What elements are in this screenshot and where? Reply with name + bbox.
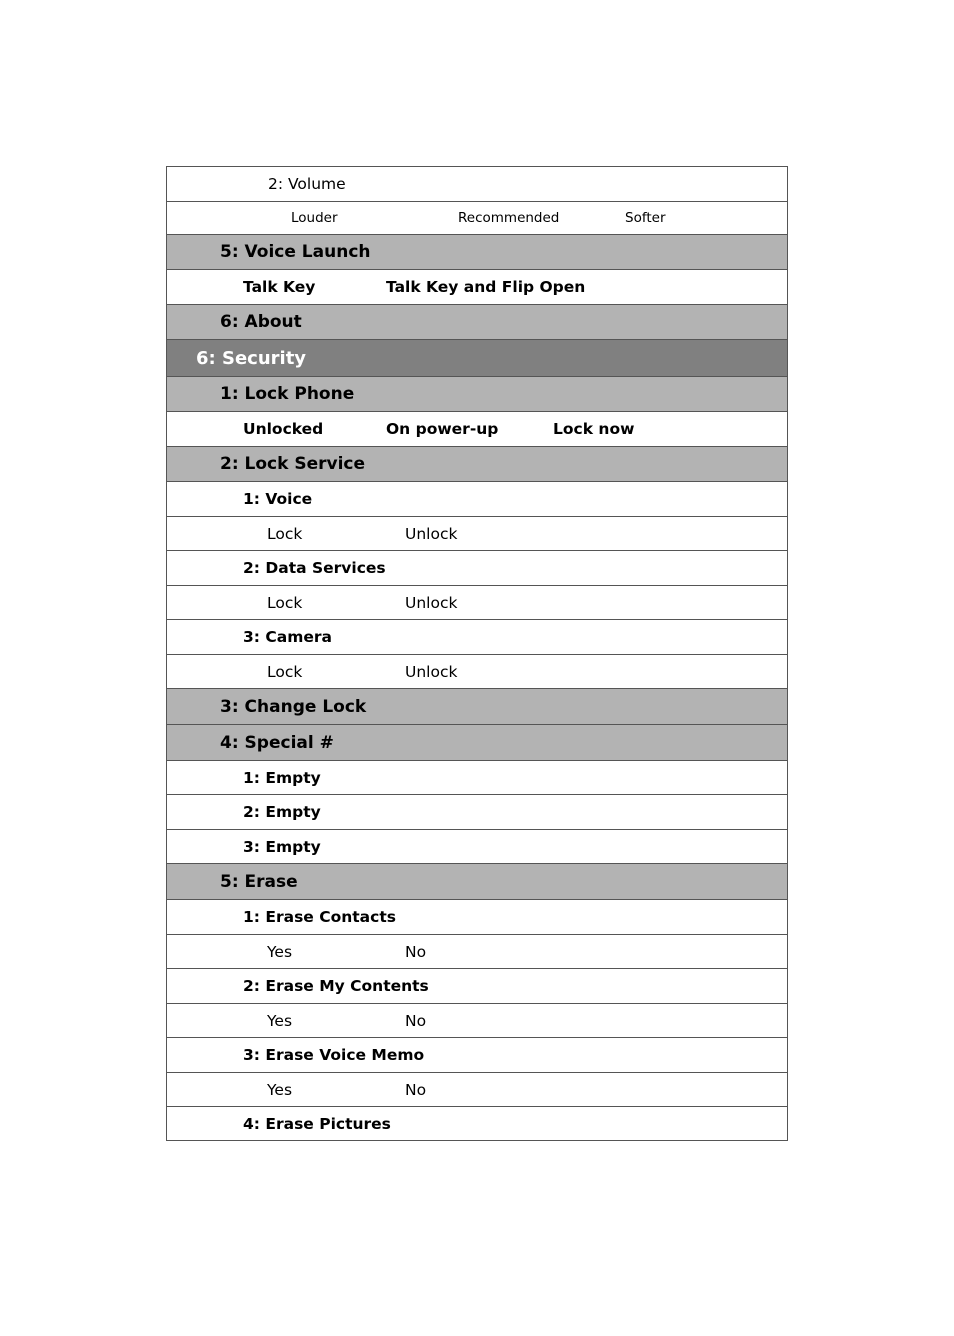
- option-unlock: Unlock: [405, 524, 458, 543]
- option-row: [167, 202, 787, 235]
- option-unlock: Unlock: [405, 593, 458, 612]
- menu-row-volume: [167, 167, 787, 202]
- menu-row-label: 4: Special #: [220, 732, 334, 753]
- menu-row-label: 2: Lock Service: [220, 454, 366, 474]
- menu-row-lock-service: [167, 447, 787, 482]
- option-yes: Yes: [267, 1080, 293, 1099]
- menu-row-special-numbers: [167, 725, 787, 761]
- submenu-row-label: 2: Erase My Contents: [243, 977, 429, 995]
- submenu-row-erase-my-contents: [167, 969, 787, 1004]
- option-no: No: [405, 1011, 427, 1030]
- option-lock-now: Lock now: [553, 420, 635, 438]
- submenu-row-label: 1: Erase Contacts: [243, 908, 396, 926]
- section-title: 6: Security: [196, 347, 307, 369]
- submenu-row-label: 2: Empty: [243, 803, 321, 821]
- option-yes: Yes: [267, 1011, 293, 1030]
- option-row: [167, 1073, 787, 1107]
- menu-row-erase: [167, 864, 787, 900]
- option-row: [167, 935, 787, 969]
- submenu-row-data-services: [167, 551, 787, 586]
- option-row: [167, 1004, 787, 1038]
- submenu-row-empty-3: [167, 830, 787, 864]
- menu-row-about: [167, 305, 787, 340]
- option-unlock: Unlock: [405, 662, 458, 681]
- submenu-row-empty-2: [167, 795, 787, 830]
- option-lock: Lock: [267, 524, 303, 543]
- option-yes: Yes: [267, 942, 293, 961]
- submenu-row-label: 2: Data Services: [243, 559, 386, 577]
- submenu-row-erase-voice-memo: [167, 1038, 787, 1073]
- menu-row-label: 5: Voice Launch: [220, 242, 371, 262]
- menu-row-voice-launch: [167, 235, 787, 270]
- option-row: [167, 655, 787, 689]
- menu-table: [166, 166, 788, 1141]
- submenu-row-label: 3: Erase Voice Memo: [243, 1046, 425, 1064]
- option-talk-key-flip-open: Talk Key and Flip Open: [386, 278, 586, 296]
- option-talk-key: Talk Key: [243, 278, 316, 296]
- option-row: [167, 412, 787, 447]
- option-lock: Lock: [267, 593, 303, 612]
- submenu-row-voice: [167, 482, 787, 517]
- submenu-row-empty-1: [167, 761, 787, 795]
- option-no: No: [405, 1080, 427, 1099]
- submenu-row-label: 3: Empty: [243, 837, 321, 856]
- submenu-row-label: 1: Empty: [243, 768, 321, 787]
- option-row: [167, 270, 787, 305]
- option-row: [167, 586, 787, 620]
- menu-row-label: 3: Change Lock: [220, 696, 367, 717]
- submenu-row-camera: [167, 620, 787, 655]
- menu-row-label: 2: Volume: [268, 175, 346, 193]
- option-unlocked: Unlocked: [243, 420, 324, 438]
- option-recommended: Recommended: [458, 210, 560, 226]
- option-on-power-up: On power-up: [386, 420, 499, 438]
- option-no: No: [405, 942, 427, 961]
- submenu-row-label: 4: Erase Pictures: [243, 1114, 391, 1133]
- submenu-row-erase-contacts: [167, 900, 787, 935]
- option-lock: Lock: [267, 662, 303, 681]
- option-softer: Softer: [625, 210, 666, 226]
- menu-row-lock-phone: [167, 377, 787, 412]
- menu-row-label: 1: Lock Phone: [220, 384, 355, 404]
- submenu-row-label: 1: Voice: [243, 490, 313, 508]
- submenu-row-label: 3: Camera: [243, 628, 332, 646]
- menu-section-security: [167, 340, 787, 377]
- option-row: [167, 517, 787, 551]
- menu-row-change-lock: [167, 689, 787, 725]
- submenu-row-erase-pictures: [167, 1107, 787, 1141]
- menu-row-label: 5: Erase: [220, 871, 298, 892]
- option-louder: Louder: [291, 210, 338, 226]
- menu-row-label: 6: About: [220, 312, 302, 332]
